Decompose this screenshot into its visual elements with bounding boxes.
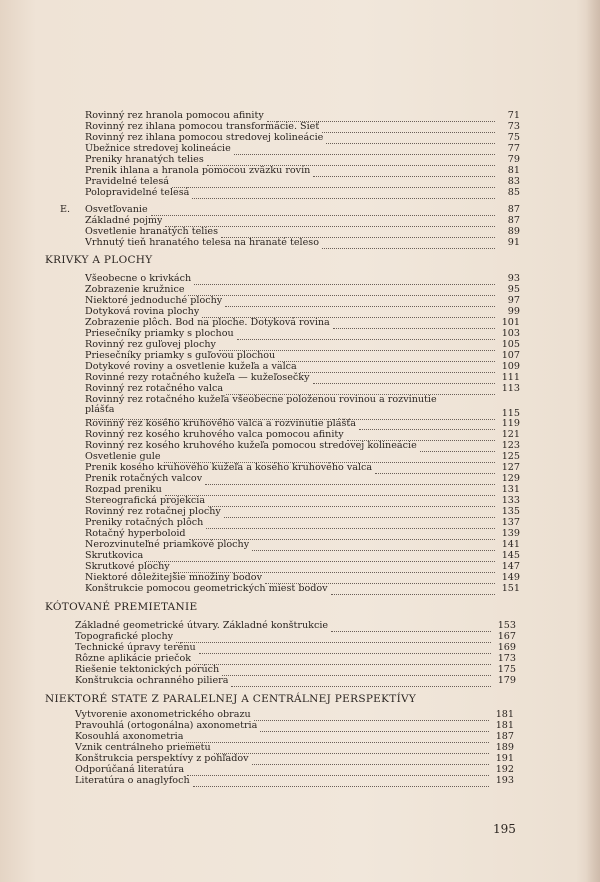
toc-entry bbox=[85, 187, 520, 199]
toc-entry-page: 119 bbox=[501, 418, 520, 429]
toc-entry-title: Všeobecne o krivkách bbox=[85, 273, 192, 284]
toc-entry bbox=[75, 675, 516, 687]
toc-entry-title: Vrhnutý tieň hranatého telesa na hranaté teleso bbox=[85, 237, 319, 248]
toc-entry-page: 99 bbox=[507, 306, 520, 317]
page-number: 195 bbox=[493, 822, 516, 836]
toc-entry-title: Skrutkovica bbox=[85, 550, 144, 561]
toc-entry-page: 181 bbox=[495, 720, 514, 731]
toc-entry-title: Niektoré dôležitejšie množiny bodov bbox=[85, 572, 262, 583]
toc-entry-title: Rovinný rez rotačného kužeľa všeobecne položenou rovinou a rozvinutie bbox=[85, 394, 437, 405]
toc-entry-title: Konštrukcia perspektívy z pohľadov bbox=[75, 753, 249, 764]
toc-entry-page: 181 bbox=[495, 709, 514, 720]
toc-entry-page: 127 bbox=[501, 462, 520, 473]
toc-entry-page: 111 bbox=[501, 372, 520, 383]
toc-entry-title: Rovinný rez guľovej plochy bbox=[85, 339, 216, 350]
toc-dot-leader bbox=[193, 778, 489, 787]
toc-entry-page: 83 bbox=[507, 176, 520, 187]
toc-entry-title: Odporúčaná literatúra bbox=[75, 764, 185, 775]
toc-entry-page: 191 bbox=[495, 753, 514, 764]
toc-entry-title: Dotykové roviny a osvetlenie kužeľa a valca bbox=[85, 361, 297, 372]
toc-entry-page: 173 bbox=[497, 653, 516, 664]
toc-entry-page: 139 bbox=[501, 528, 520, 539]
section-heading: KÓTOVANÉ PREMIETANIE bbox=[45, 601, 198, 613]
toc-entry-title: Topografické plochy bbox=[75, 631, 174, 642]
toc-entry-title: Skrutkové plochy bbox=[85, 561, 170, 572]
toc-entry-page: 147 bbox=[501, 561, 520, 572]
toc-entry-title: Základné geometrické útvary. Základné konštrukcie bbox=[75, 620, 329, 631]
toc-entry-title: Stereografická projekcia bbox=[85, 495, 206, 506]
toc-entry-title: Zobrazenie plôch. Bod na ploche. Dotyková rovina bbox=[85, 317, 330, 328]
toc-entry-title: Pravouhlá (ortogonálna) axonometria bbox=[75, 720, 258, 731]
toc-entry-page: 149 bbox=[501, 572, 520, 583]
toc-entry-title: Polopravidelné telesá bbox=[85, 187, 190, 198]
toc-entry-page: 137 bbox=[501, 517, 520, 528]
toc-entry-title: Rotačný hyperboloid bbox=[85, 528, 186, 539]
toc-entry-title: Rovinný rez rotačného valca bbox=[85, 383, 224, 394]
toc-entry-page: 81 bbox=[507, 165, 520, 176]
toc-entry-title: Osvetlenie gule bbox=[85, 451, 161, 462]
toc-entry-title: Technické úpravy terénu bbox=[75, 642, 196, 653]
toc-entry-title: Rovinný rez ihlana pomocou stredovej kolineácie bbox=[85, 132, 324, 143]
toc-entry-title: Konštrukcie pomocou geometrických miest bodov bbox=[85, 583, 328, 594]
toc-entry-page: 125 bbox=[501, 451, 520, 462]
toc-entry-title: Osvetľovanie bbox=[85, 204, 148, 215]
toc-entry-page: 115 bbox=[501, 408, 520, 419]
toc-entry-page: 105 bbox=[501, 339, 520, 350]
toc-entry-page: 167 bbox=[497, 631, 516, 642]
toc-entry-page: 71 bbox=[507, 110, 520, 121]
toc-entry-title: Pravidelné telesá bbox=[85, 176, 169, 187]
toc-entry-page: 193 bbox=[495, 775, 514, 786]
toc-entry-title: Priesečníky priamky s plochou bbox=[85, 328, 234, 339]
toc-dot-leader bbox=[192, 190, 495, 199]
toc-entry-title: Rovinný rez kosého kruhového kužeľa pomocou stredovej kolineácie bbox=[85, 440, 417, 451]
toc-entry-page: 133 bbox=[501, 495, 520, 506]
toc-entry-page: 175 bbox=[497, 664, 516, 675]
toc-entry-page: 187 bbox=[495, 731, 514, 742]
toc-entry-title: Rôzne aplikácie priečok bbox=[75, 653, 192, 664]
toc-entry-title: Vznik centrálneho priemetu bbox=[75, 742, 211, 753]
toc-entry-title: Niektoré jednoduché plochy bbox=[85, 295, 223, 306]
toc-entry-page: 77 bbox=[507, 143, 520, 154]
toc-entry-page: 79 bbox=[507, 154, 520, 165]
toc-dot-leader bbox=[231, 678, 491, 687]
toc-entry-page: 95 bbox=[507, 284, 520, 295]
toc-entry-title: Literatúra o anaglyfoch bbox=[75, 775, 190, 786]
toc-entry-title: Základné pojmy bbox=[85, 215, 163, 226]
toc-entry-title: Preniky hranatých telies bbox=[85, 154, 204, 165]
toc-entry-title: Kosouhlá axonometria bbox=[75, 731, 184, 742]
toc-entry-page: 87 bbox=[507, 204, 520, 215]
toc-entry-title: Nerozvinuteľné priamkové plochy bbox=[85, 539, 250, 550]
toc-dot-leader bbox=[322, 240, 495, 249]
toc-entry-page: 145 bbox=[501, 550, 520, 561]
toc-dot-leader bbox=[331, 586, 495, 595]
toc-entry-page: 135 bbox=[501, 506, 520, 517]
toc-entry-page: 107 bbox=[501, 350, 520, 361]
toc-entry-title: plášťa bbox=[85, 404, 115, 415]
toc-entry-page: 189 bbox=[495, 742, 514, 753]
toc-entry-page: 121 bbox=[501, 429, 520, 440]
section-heading: NIEKTORÉ STATE Z PARALELNEJ A CENTRÁLNEJ PERSPEKTÍVY bbox=[45, 693, 417, 705]
toc-entry-title: Prenik ihlana a hranola pomocou zväzku rovín bbox=[85, 165, 311, 176]
toc-entry-title: Zobrazenie kružnice bbox=[85, 284, 185, 295]
toc-entry-title: Riešenie tektonických porúch bbox=[75, 664, 220, 675]
toc-entry-title: Rovinný rez kosého kruhového valca pomocou afinity bbox=[85, 429, 344, 440]
toc-entry-title: Rozpad preniku bbox=[85, 484, 162, 495]
toc-entry-page: 75 bbox=[507, 132, 520, 143]
section-heading: E. bbox=[60, 204, 71, 215]
toc-entry-title: Úbežnice stredovej kolineácie bbox=[85, 143, 231, 154]
toc-entry-title: Prenik rotačných valcov bbox=[85, 473, 203, 484]
toc-entry-page: 153 bbox=[497, 620, 516, 631]
toc-entry-page: 89 bbox=[507, 226, 520, 237]
toc-entry-page: 101 bbox=[501, 317, 520, 328]
toc-entry-title: Rovinný rez kosého kruhového valca a rozvinutie plášťa bbox=[85, 418, 356, 429]
toc-entry-title: Rovinné rezy rotačného kužeľa — kužeľosečky bbox=[85, 372, 310, 383]
toc-entry-page: 97 bbox=[507, 295, 520, 306]
toc-entry-title: Preniky rotačných plôch bbox=[85, 517, 204, 528]
toc-entry-page: 85 bbox=[507, 187, 520, 198]
toc-entry-page: 113 bbox=[501, 383, 520, 394]
toc-entry-page: 151 bbox=[501, 583, 520, 594]
toc-entry-page: 123 bbox=[501, 440, 520, 451]
toc-entry-title: Priesečníky priamky s guľovou plochou bbox=[85, 350, 276, 361]
toc-entry-page: 103 bbox=[501, 328, 520, 339]
section-heading: KRIVKY A PLOCHY bbox=[45, 254, 153, 266]
toc-entry-page: 169 bbox=[497, 642, 516, 653]
toc-entry-title: Rovinný rez hranola pomocou afinity bbox=[85, 110, 264, 121]
toc-entry-title: Vytvorenie axonometrického obrazu bbox=[75, 709, 251, 720]
toc-entry-page: 129 bbox=[501, 473, 520, 484]
toc-entry-title: Rovinný rez rotačnej plochy bbox=[85, 506, 221, 517]
toc-entry-page: 109 bbox=[501, 361, 520, 372]
toc-entry-title: Dotyková rovina plochy bbox=[85, 306, 200, 317]
toc-entry-page: 87 bbox=[507, 215, 520, 226]
toc-entry bbox=[85, 583, 520, 595]
toc-entry-page: 179 bbox=[497, 675, 516, 686]
toc-entry-title: Konštrukcia ochranného piliera bbox=[75, 675, 229, 686]
page-spine-shadow bbox=[586, 0, 600, 882]
toc-entry-page: 91 bbox=[507, 237, 520, 248]
toc-entry-title: Osvetlenie hranatých telies bbox=[85, 226, 218, 237]
toc-entry bbox=[75, 775, 514, 787]
toc-entry bbox=[85, 237, 520, 249]
toc-entry-title: Prenik kosého kruhového kužeľa a kosého kruhového valca bbox=[85, 462, 373, 473]
toc-entry-page: 93 bbox=[507, 273, 520, 284]
toc-entry-page: 131 bbox=[501, 484, 520, 495]
toc-entry-title: Rovinný rez ihlana pomocou transformácie. Sieť bbox=[85, 121, 320, 132]
toc-entry-page: 141 bbox=[501, 539, 520, 550]
toc-entry-page: 73 bbox=[507, 121, 520, 132]
toc-entry-page: 192 bbox=[495, 764, 514, 775]
